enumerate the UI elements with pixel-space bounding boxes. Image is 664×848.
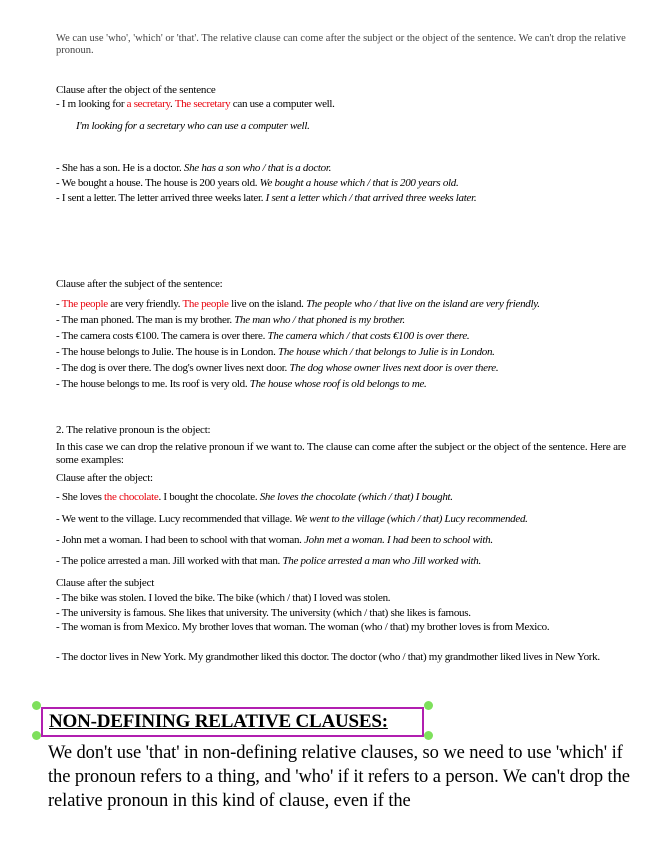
text-run: - I m looking for	[56, 98, 127, 110]
highlight-run: The people	[61, 298, 108, 310]
selection-handle[interactable]	[424, 731, 433, 740]
section-2-line-2	[56, 533, 640, 548]
object-line-1	[56, 161, 640, 176]
section-2-sub-subject: Clause after the subject	[56, 577, 155, 589]
subject-clause-line-4: - The doctor lives in New York. My grandmother liked this doctor. The doctor (who / that) my grandmother liked lives in New York.	[56, 651, 600, 663]
example-run: The people who / that live on the island are very friendly.	[306, 298, 540, 310]
section-2-first-line	[56, 490, 640, 505]
text-run: - John met a woman. I had been to school with that woman.	[56, 534, 305, 546]
object-line-2	[56, 176, 640, 191]
subject-line-3	[56, 345, 640, 360]
intro-text: We can use 'who', 'which' or 'that'. The relative clause can come after the subject or the object of the sentence. We can't drop the relative pronoun.	[56, 33, 626, 56]
subject-clause-line-2: - The university is famous. She likes that university. The university (which / that) she likes is famous.	[56, 607, 471, 619]
example-run: We bought a house which / that is 200 years old.	[259, 177, 459, 189]
subject-first-line	[56, 297, 640, 312]
text-run: - The man phoned. The man is my brother.	[56, 314, 235, 326]
highlight-run: The secretary	[174, 98, 231, 110]
selection-handle[interactable]	[32, 701, 41, 710]
subject-line-5	[56, 377, 640, 392]
text-run: - She loves	[56, 491, 105, 503]
subject-clause-line-1: - The bike was stolen. I loved the bike. The bike (which / that) I loved was stolen.	[56, 592, 391, 604]
subject-clause-line-3: - The woman is from Mexico. My brother loves that woman. The woman (who / that) my brother loves is from Mexico.	[56, 621, 550, 633]
object-clause-heading: Clause after the object of the sentence	[56, 84, 216, 96]
section-2-intro: In this case we can drop the relative pronoun if we want to. The clause can come after the subject or the object of the sentence. Here are some examples:	[56, 441, 626, 466]
subject-line-1	[56, 313, 640, 328]
example-run: She has a son who / that is a doctor.	[183, 162, 332, 174]
example-run: The man who / that phoned is my brother.	[234, 314, 405, 326]
example-run: I sent a letter which / that arrived three weeks later.	[265, 192, 477, 204]
section-2-sub-object: Clause after the object:	[56, 472, 153, 484]
example-run: The camera which / that costs €100 is over there.	[267, 330, 470, 342]
highlight-run: The people	[182, 298, 229, 310]
example-run: The house whose roof is old belongs to me.	[249, 378, 427, 390]
text-run: - We went to the village. Lucy recommended that village.	[56, 513, 295, 525]
object-line-3	[56, 191, 640, 206]
non-defining-title-box[interactable]	[41, 707, 424, 737]
selection-handle[interactable]	[424, 701, 433, 710]
text-run: - She has a son. He is a doctor.	[56, 162, 184, 174]
text-run: - The house belongs to Julie. The house is in London.	[56, 346, 279, 358]
section-2-line-3	[56, 554, 640, 569]
object-first-line	[56, 97, 640, 112]
text-run: . I bought the chocolate.	[158, 491, 260, 503]
highlight-run: the chocolate	[104, 491, 159, 503]
subject-clause-heading: Clause after the subject of the sentence:	[56, 278, 223, 290]
highlight-run: a secretary	[126, 98, 170, 110]
text-run: .	[169, 98, 175, 110]
example-run: She loves the chocolate (which / that) I bought.	[259, 491, 453, 503]
text-run: -	[56, 298, 62, 310]
non-defining-paragraph: We don't use 'that' in non-defining relative clauses, so we need to use 'which' if the pronoun refers to a thing, and 'who' if it refers to a person. We can't drop the relative pronoun in this kind of clause, even if the	[48, 743, 630, 811]
text-run: - I sent a letter. The letter arrived three weeks later.	[56, 192, 266, 204]
non-defining-title: NON-DEFINING RELATIVE CLAUSES:	[49, 711, 388, 732]
subject-line-2	[56, 329, 640, 344]
example-run: We went to the village (which / that) Lucy recommended.	[294, 513, 528, 525]
object-example-sentence: I'm looking for a secretary who can use a computer well.	[76, 120, 310, 132]
section-2-line-1	[56, 512, 640, 527]
text-run: - The dog is over there. The dog's owner lives next door.	[56, 362, 290, 374]
example-run: The police arrested a man who Jill worked with.	[282, 555, 481, 567]
text-run: are very friendly.	[107, 298, 183, 310]
text-run: - The camera costs €100. The camera is over there.	[56, 330, 268, 342]
text-run: live on the island.	[228, 298, 307, 310]
selection-handle[interactable]	[32, 731, 41, 740]
subject-line-4	[56, 361, 640, 376]
section-2-heading: 2. The relative pronoun is the object:	[56, 424, 211, 436]
example-run: The dog whose owner lives next door is over there.	[289, 362, 499, 374]
text-run: - The house belongs to me. Its roof is very old.	[56, 378, 250, 390]
text-run: - The police arrested a man. Jill worked with that man.	[56, 555, 283, 567]
text-run: can use a computer well.	[230, 98, 335, 110]
example-run: John met a woman. I had been to school with.	[304, 534, 493, 546]
example-run: The house which / that belongs to Julie is in London.	[278, 346, 495, 358]
text-run: - We bought a house. The house is 200 years old.	[56, 177, 260, 189]
